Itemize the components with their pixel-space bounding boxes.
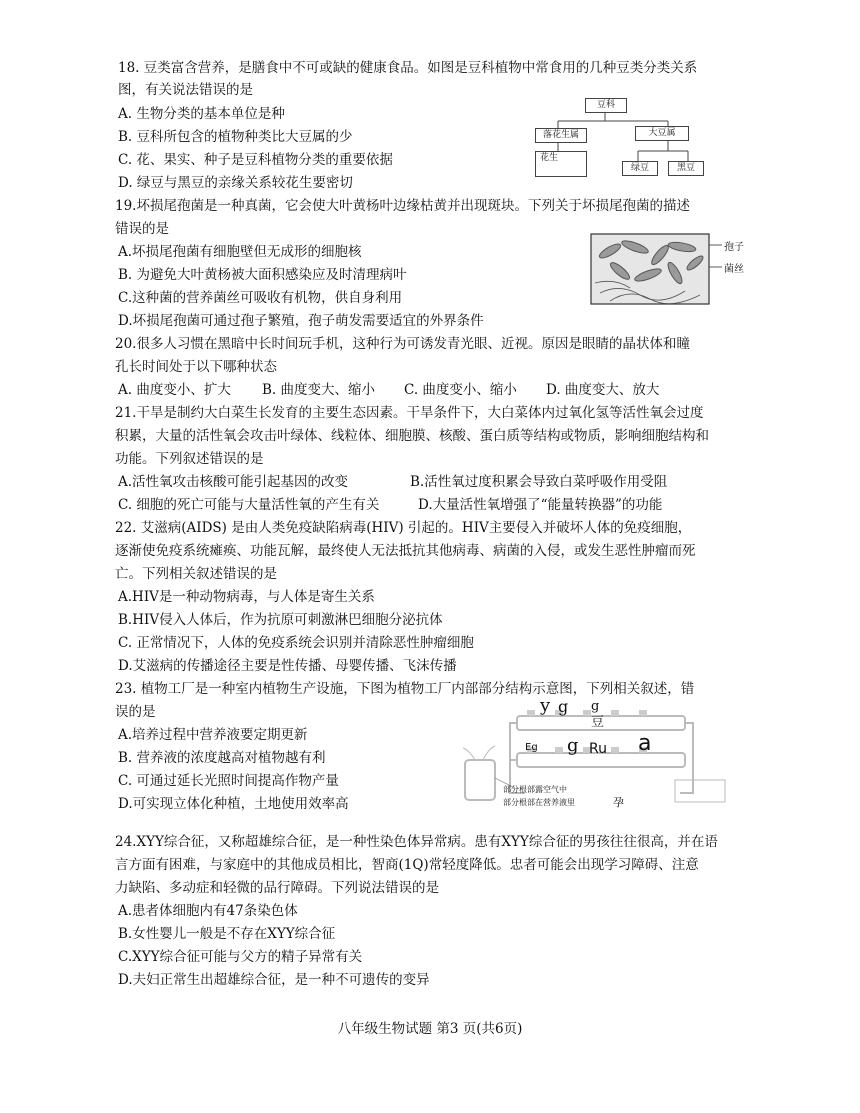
q23-plant-factory-diagram — [455, 695, 745, 813]
q22-stem-2: 逐渐使免疫系统瘫痪、功能瓦解，最终使人无法抵抗其他病毒、病菌的入侵，或发生恶性肿瘤而死 — [115, 543, 696, 559]
q22-stem-3: 亡。下列相关叙述错误的是 — [115, 566, 277, 582]
factory-label-bean: 豆 — [591, 715, 605, 730]
factory-label-eg: Eg — [525, 742, 538, 753]
diagram-node-black-bean: 黑豆 — [668, 161, 704, 176]
q24-option-b: B.女性婴儿一般是不存在XYY综合征 — [118, 926, 336, 942]
q23-stem-1: 23. 植物工厂是一种室内植物生产设施，下图为植物工厂内部部分结构示意图，下列相关叙述，错 — [115, 681, 695, 697]
q24-option-a: A.患者体细胞内有47条染色体 — [118, 903, 298, 919]
q24-stem-3: 力缺陷、多动症和轻微的品行障碍。下列说法错误的是 — [115, 880, 439, 896]
q19-option-d: D.坏损尾孢菌可通过孢子繁殖，孢子萌发需要适宜的外界条件 — [118, 313, 484, 329]
q18-option-d: D. 绿豆与黑豆的亲缘关系较花生要密切 — [118, 175, 353, 191]
q23-option-c: C. 可通过延长光照时间提高作物产量 — [118, 773, 339, 789]
q23-option-a: A.培养过程中营养液要定期更新 — [118, 727, 308, 743]
q20-option-d: D. 曲度变大、放大 — [546, 382, 660, 398]
q18-stem-2: 图，有关说法错误的是 — [118, 82, 253, 98]
q22-option-d: D.艾滋病的传播途径主要是性传播、母婴传播、飞沫传播 — [118, 658, 457, 674]
diagram-node-peanut: 花生 — [535, 151, 587, 177]
q18-option-c: C. 花、果实、种子是豆科植物分类的重要依据 — [118, 152, 393, 168]
q18-classification-diagram — [530, 93, 730, 185]
q19-option-c: C.这种菌的营养菌丝可吸收有机物，供自身利用 — [118, 290, 403, 306]
q23-stem-2: 误的是 — [115, 704, 156, 720]
diagram-node-mung-bean: 绿豆 — [622, 161, 658, 176]
factory-label-g2: g — [591, 699, 600, 714]
q23-option-d: D.可实现立体化种植，土地使用效率高 — [118, 796, 349, 812]
q24-option-d: D.夫妇正常生出超雄综合征，是一种不可遗传的变异 — [118, 972, 430, 988]
diagram-node-glycine: 大豆属 — [635, 126, 689, 141]
q22-option-c: C. 正常情况下，人体的免疫系统会识别并清除恶性肿瘤细胞 — [118, 635, 474, 651]
q20-stem-2: 孔长时间处于以下哪种状态 — [115, 359, 277, 375]
diagram-node-arachis: 落花生属 — [535, 128, 587, 143]
factory-label-a: a — [638, 731, 652, 756]
q23-option-b: B. 营养液的浓度越高对植物越有利 — [118, 750, 326, 766]
factory-label-bottom: 孕 — [613, 796, 624, 809]
factory-label-y: y — [540, 695, 551, 716]
q19-fungus-micrograph — [590, 233, 750, 307]
q20-option-c: C. 曲度变小、缩小 — [404, 382, 517, 398]
q18-stem-1: 18. 豆类富含营养，是膳食中不可或缺的健康食品。如图是豆科植物中常食用的几种豆类分类关系 — [118, 60, 698, 76]
fungus-label-hyphae: 菌丝 — [724, 264, 744, 275]
q22-option-a: A.HIV是一种动物病毒，与人体是寄生关系 — [118, 589, 375, 605]
diagram-node-fabaceae: 豆科 — [585, 98, 627, 113]
q20-option-a: A. 曲度变小、扩大 — [118, 382, 231, 398]
factory-note-roots-solution: 部分根部在营养液里 — [503, 798, 575, 807]
q19-stem-2: 错误的是 — [115, 221, 169, 237]
q21-option-a: A.活性氧攻击核酸可能引起基因的改变 — [118, 474, 349, 490]
factory-note-roots-air: 部分根部露空气中 — [503, 785, 567, 794]
q18-option-a: A. 生物分类的基本单位是种 — [118, 106, 285, 122]
factory-label-ru: Ru — [589, 741, 607, 757]
q21-option-c: C. 细胞的死亡可能与大量活性氧的产生有关 — [118, 497, 380, 513]
q21-stem-1: 21.干旱是制约大白菜生长发育的主要生态因素。干旱条件下，大白菜体内过氧化氢等活性氧会过度 — [115, 405, 704, 421]
q21-stem-3: 功能。下列叙述错误的是 — [115, 451, 264, 467]
q20-option-b: B. 曲度变大、缩小 — [262, 382, 376, 398]
q19-stem-1: 19.坏损尾孢菌是一种真菌，它会使大叶黄杨叶边缘枯黄并出现斑块。下列关于坏损尾孢菌的描述 — [115, 198, 690, 214]
q21-option-b: B.活性氧过度积累会导致白菜呼吸作用受阻 — [410, 474, 668, 490]
q21-stem-2: 积累，大量的活性氧会攻击叶绿体、线粒体、细胞膜、核酸、蛋白质等结构或物质，影响细胞结构和 — [115, 428, 709, 444]
q24-option-c: C.XYY综合征可能与父方的精子异常有关 — [118, 949, 363, 965]
q18-option-b: B. 豆科所包含的植物种类比大豆属的少 — [118, 129, 353, 145]
q21-option-d: D.大量活性氧增强了“能量转换器”的功能 — [418, 497, 663, 513]
q22-option-b: B.HIV侵入人体后，作为抗原可刺激淋巴细胞分泌抗体 — [118, 612, 443, 628]
q19-option-b: B. 为避免大叶黄杨被大面积感染应及时清理病叶 — [118, 267, 407, 283]
q20-stem-1: 20.很多人习惯在黑暗中长时间玩手机，这种行为可诱发青光眼、近视。原因是眼睛的晶状体和瞳 — [115, 336, 690, 352]
q24-stem-2: 言方面有困难，与家庭中的其他成员相比，智商(1Q)常轻度降低。忠者可能会出现学习障碍、注意 — [115, 857, 699, 873]
q22-stem-1: 22. 艾滋病(AIDS) 是由人类免疫缺陷病毒(HIV) 引起的。HIV主要侵入并破坏人体的免疫细胞， — [115, 520, 692, 536]
fungus-label-spore: 孢子 — [724, 242, 744, 253]
factory-label-g3: g — [567, 735, 579, 756]
q24-stem-1: 24.XYY综合征，又称超雄综合征，是一种性染色体异常病。患有XYY综合征的男孩往往很高，并在语 — [115, 834, 718, 850]
factory-label-g1: g — [558, 697, 569, 716]
q19-option-a: A.坏损尾孢菌有细胞壁但无成形的细胞核 — [118, 244, 362, 260]
page-footer: 八年级生物试题 第3 页(共6页) — [337, 1021, 523, 1037]
